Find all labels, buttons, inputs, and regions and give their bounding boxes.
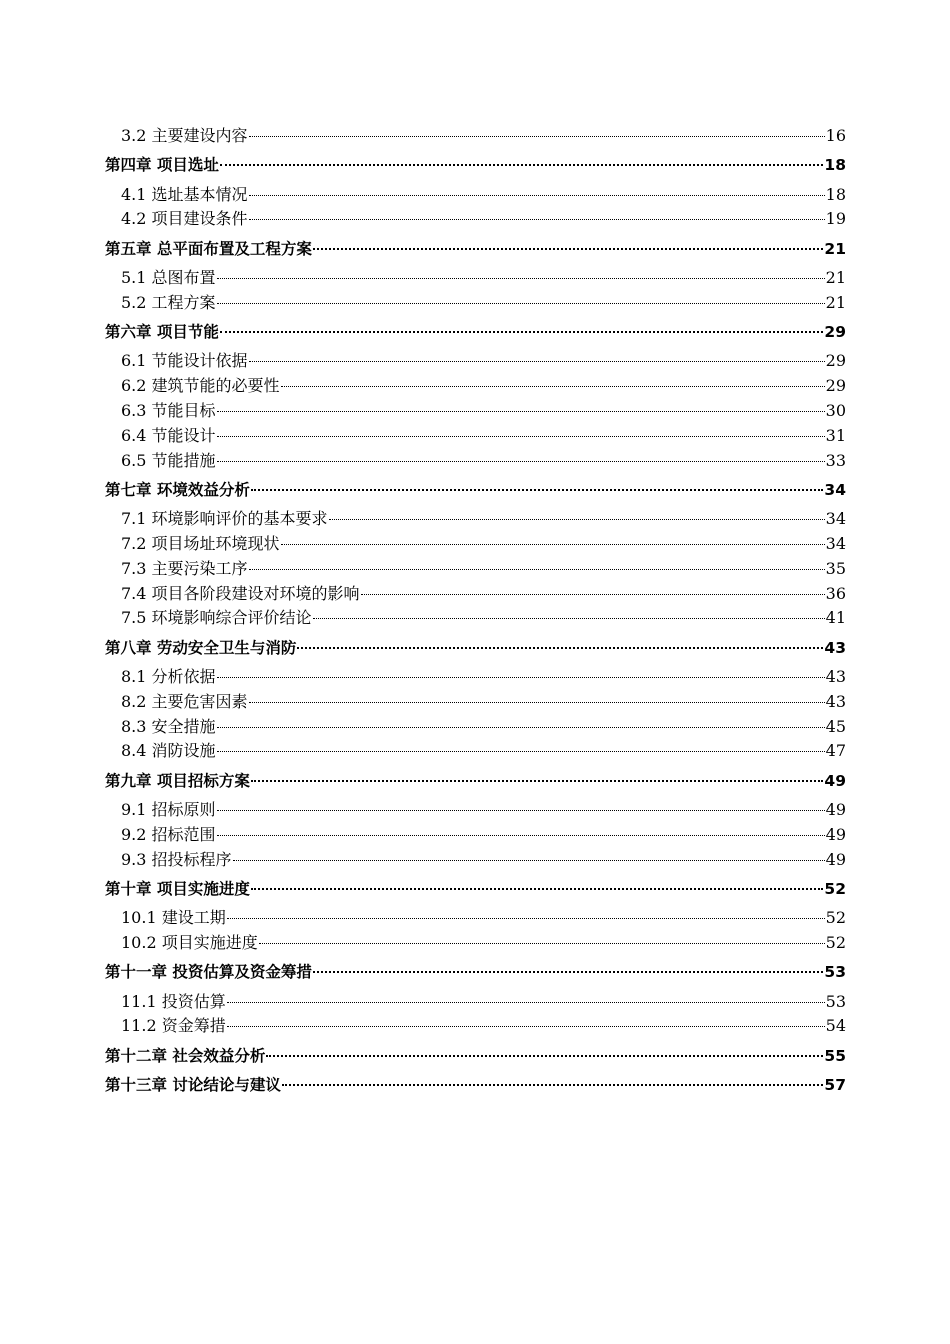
dot-leader bbox=[249, 361, 825, 362]
toc-entry-label: 11.1 投资估算 bbox=[121, 991, 226, 1011]
dot-leader bbox=[217, 677, 825, 678]
toc-entry-label: 9.1 招标原则 bbox=[121, 799, 216, 819]
toc-page-number: 54 bbox=[825, 1016, 846, 1036]
toc-entry-label: 第四章 项目选址 bbox=[105, 156, 219, 175]
toc-page-number: 34 bbox=[825, 509, 846, 529]
dot-leader bbox=[249, 702, 825, 703]
toc-entry-label: 9.3 招投标程序 bbox=[121, 849, 232, 869]
toc-section-entry[interactable] bbox=[105, 823, 846, 848]
dot-leader bbox=[233, 860, 825, 861]
dot-leader bbox=[282, 1084, 824, 1086]
dot-leader bbox=[217, 461, 825, 462]
toc-page-number: 29 bbox=[824, 323, 846, 342]
toc-section-entry[interactable] bbox=[105, 606, 846, 631]
toc-section-entry[interactable] bbox=[105, 399, 846, 424]
toc-page-number: 31 bbox=[825, 425, 846, 445]
toc-chapter-entry[interactable] bbox=[105, 320, 846, 345]
toc-section-entry[interactable] bbox=[105, 582, 846, 607]
toc-section-entry[interactable] bbox=[105, 690, 846, 715]
toc-section-entry[interactable] bbox=[105, 207, 846, 232]
toc-page-number: 36 bbox=[825, 583, 846, 603]
toc-entry-label: 9.2 招标范围 bbox=[121, 824, 216, 844]
dot-leader bbox=[297, 647, 823, 649]
toc-page-number: 43 bbox=[825, 666, 846, 686]
toc-page-number: 18 bbox=[825, 184, 846, 204]
toc-chapter-entry[interactable] bbox=[105, 636, 846, 661]
toc-entry-label: 5.1 总图布置 bbox=[121, 267, 216, 287]
toc-page-number: 49 bbox=[824, 771, 846, 790]
dot-leader bbox=[220, 164, 824, 166]
dot-leader bbox=[217, 727, 825, 728]
dot-leader bbox=[281, 544, 825, 545]
dot-leader bbox=[249, 136, 825, 137]
toc-section-entry[interactable] bbox=[105, 848, 846, 873]
toc-entry-label: 第十二章 社会效益分析 bbox=[105, 1046, 266, 1065]
toc-entry-label: 5.2 工程方案 bbox=[121, 292, 216, 312]
toc-chapter-entry[interactable] bbox=[105, 769, 846, 794]
toc-chapter-entry[interactable] bbox=[105, 1044, 846, 1069]
toc-entry-label: 3.2 主要建设内容 bbox=[121, 126, 248, 145]
toc-entry-label: 10.1 建设工期 bbox=[121, 908, 226, 928]
toc-page-number: 43 bbox=[825, 691, 846, 711]
toc-section-entry[interactable] bbox=[105, 183, 846, 208]
toc-section-entry[interactable] bbox=[105, 715, 846, 740]
toc-entry-label: 8.1 分析依据 bbox=[121, 666, 216, 686]
toc-page-number: 43 bbox=[824, 638, 846, 657]
toc-page-number: 21 bbox=[825, 292, 846, 312]
dot-leader bbox=[281, 386, 825, 387]
toc-page-number: 41 bbox=[825, 608, 846, 628]
toc-section-entry[interactable] bbox=[105, 424, 846, 449]
dot-leader bbox=[227, 1026, 825, 1027]
toc-section-entry[interactable] bbox=[105, 798, 846, 823]
toc-entry-label: 11.2 资金筹措 bbox=[121, 1016, 226, 1036]
toc-page-number: 21 bbox=[824, 239, 846, 258]
dot-leader bbox=[217, 411, 825, 412]
toc-page-number: 30 bbox=[825, 400, 846, 420]
toc-entry-label: 7.2 项目场址环境现状 bbox=[121, 533, 280, 553]
toc-entry-label: 6.1 节能设计依据 bbox=[121, 351, 248, 371]
dot-leader bbox=[329, 519, 825, 520]
toc-page-number: 52 bbox=[825, 908, 846, 928]
toc-page-number: 57 bbox=[824, 1075, 846, 1094]
toc-page-number: 47 bbox=[825, 741, 846, 761]
dot-leader bbox=[313, 248, 824, 250]
toc-page-number: 33 bbox=[825, 450, 846, 470]
dot-leader bbox=[259, 943, 825, 944]
toc-page-number: 18 bbox=[824, 156, 846, 175]
toc-page-number: 53 bbox=[824, 963, 846, 982]
toc-section-entry[interactable] bbox=[105, 532, 846, 557]
dot-leader bbox=[313, 971, 824, 973]
toc-entry-label: 8.4 消防设施 bbox=[121, 741, 216, 761]
toc-section-entry[interactable] bbox=[105, 990, 846, 1015]
toc-entry-label: 10.2 项目实施进度 bbox=[121, 932, 258, 952]
toc-entry-label: 第七章 环境效益分析 bbox=[105, 480, 250, 499]
toc-section-entry[interactable] bbox=[105, 349, 846, 374]
dot-leader bbox=[251, 780, 824, 782]
dot-leader bbox=[220, 331, 824, 333]
toc-entry-label: 第九章 项目招标方案 bbox=[105, 771, 250, 790]
toc-section-entry[interactable] bbox=[105, 507, 846, 532]
toc-chapter-entry[interactable] bbox=[105, 1073, 846, 1098]
dot-leader bbox=[249, 219, 825, 220]
toc-page-number: 34 bbox=[825, 533, 846, 553]
toc-entry-label: 第十一章 投资估算及资金筹措 bbox=[105, 963, 312, 982]
dot-leader bbox=[217, 278, 825, 279]
dot-leader bbox=[217, 810, 825, 811]
toc-page-number: 52 bbox=[825, 932, 846, 952]
dot-leader bbox=[227, 1002, 825, 1003]
toc-entry-label: 7.1 环境影响评价的基本要求 bbox=[121, 509, 328, 529]
toc-page-number: 29 bbox=[825, 376, 846, 396]
toc-page-number: 21 bbox=[825, 267, 846, 287]
dot-leader bbox=[217, 303, 825, 304]
toc-chapter-entry[interactable] bbox=[105, 478, 846, 503]
toc-section-entry[interactable] bbox=[105, 374, 846, 399]
toc-section-entry[interactable] bbox=[105, 449, 846, 474]
toc-page-number: 55 bbox=[824, 1046, 846, 1065]
toc-entry-label: 8.3 安全措施 bbox=[121, 716, 216, 736]
toc-entry-label: 6.2 建筑节能的必要性 bbox=[121, 376, 280, 396]
toc-page-number: 49 bbox=[825, 849, 846, 869]
toc-page-number: 45 bbox=[825, 716, 846, 736]
toc-section-entry[interactable] bbox=[105, 124, 846, 149]
toc-page-number: 49 bbox=[825, 799, 846, 819]
dot-leader bbox=[249, 569, 825, 570]
toc-page-number: 16 bbox=[825, 126, 846, 145]
toc-chapter-entry[interactable] bbox=[105, 877, 846, 902]
toc-entry-label: 6.4 节能设计 bbox=[121, 425, 216, 445]
dot-leader bbox=[251, 489, 824, 491]
toc-chapter-entry[interactable] bbox=[105, 153, 846, 178]
toc-entry-label: 第十章 项目实施进度 bbox=[105, 879, 250, 898]
dot-leader bbox=[266, 1055, 823, 1057]
toc-page-number: 35 bbox=[825, 558, 846, 578]
toc-entry-label: 第五章 总平面布置及工程方案 bbox=[105, 239, 312, 258]
toc-entry-label: 第六章 项目节能 bbox=[105, 323, 219, 342]
toc-entry-label: 7.4 项目各阶段建设对环境的影响 bbox=[121, 583, 360, 603]
dot-leader bbox=[227, 918, 825, 919]
dot-leader bbox=[251, 888, 824, 890]
toc-page-number: 34 bbox=[824, 480, 846, 499]
dot-leader bbox=[313, 618, 825, 619]
toc-chapter-entry[interactable] bbox=[105, 960, 846, 985]
toc-chapter-entry[interactable] bbox=[105, 237, 846, 262]
table-of-contents bbox=[105, 124, 846, 1102]
toc-section-entry[interactable] bbox=[105, 557, 846, 582]
dot-leader bbox=[249, 195, 825, 196]
toc-page-number: 53 bbox=[825, 991, 846, 1011]
toc-entry-label: 第十三章 讨论结论与建议 bbox=[105, 1075, 281, 1094]
toc-entry-label: 4.2 项目建设条件 bbox=[121, 209, 248, 229]
toc-page-number: 19 bbox=[825, 209, 846, 229]
toc-section-entry[interactable] bbox=[105, 665, 846, 690]
toc-section-entry[interactable] bbox=[105, 291, 846, 316]
toc-section-entry[interactable] bbox=[105, 739, 846, 764]
toc-page-number: 49 bbox=[825, 824, 846, 844]
toc-entry-label: 7.5 环境影响综合评价结论 bbox=[121, 608, 312, 628]
toc-section-entry[interactable] bbox=[105, 266, 846, 291]
toc-entry-label: 7.3 主要污染工序 bbox=[121, 558, 248, 578]
toc-section-entry[interactable] bbox=[105, 1014, 846, 1039]
dot-leader bbox=[217, 835, 825, 836]
toc-page-number: 52 bbox=[824, 879, 846, 898]
toc-entry-label: 8.2 主要危害因素 bbox=[121, 691, 248, 711]
toc-entry-label: 6.3 节能目标 bbox=[121, 400, 216, 420]
toc-section-entry[interactable] bbox=[105, 931, 846, 956]
toc-page-number: 29 bbox=[825, 351, 846, 371]
dot-leader bbox=[361, 594, 825, 595]
toc-section-entry[interactable] bbox=[105, 906, 846, 931]
toc-entry-label: 4.1 选址基本情况 bbox=[121, 184, 248, 204]
toc-entry-label: 6.5 节能措施 bbox=[121, 450, 216, 470]
dot-leader bbox=[217, 436, 825, 437]
toc-entry-label: 第八章 劳动安全卫生与消防 bbox=[105, 638, 297, 657]
dot-leader bbox=[217, 751, 825, 752]
